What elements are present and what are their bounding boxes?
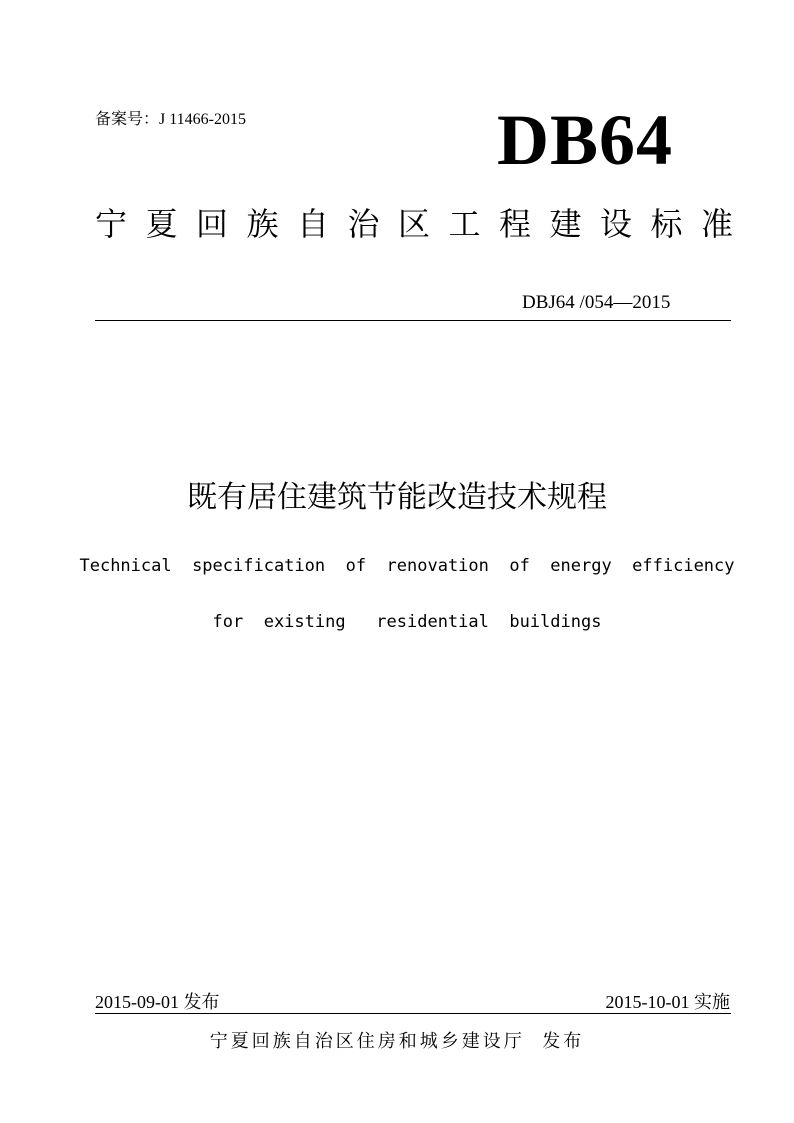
document-title-english-line-2: for existing residential buildings — [212, 612, 602, 632]
top-divider — [95, 320, 731, 321]
bottom-divider — [95, 1013, 731, 1014]
publish-date: 2015-09-01 发布 — [95, 992, 220, 1012]
standard-code-logo: DB64 — [497, 100, 674, 180]
issuing-authority: 宁夏回族自治区住房和城乡建设厅 发布 — [209, 1031, 585, 1052]
implement-date: 2015-10-01 实施 — [605, 992, 730, 1012]
standard-category-title: 宁夏回族自治区工程建设标准 — [95, 205, 752, 243]
document-title-chinese: 既有居住建筑节能改造技术规程 — [187, 480, 607, 515]
record-number: 备案号：J 11466-2015 — [95, 111, 246, 128]
document-title-english-line-1: Technical specification of renovation of energy efficiency — [79, 556, 735, 576]
standard-number: DBJ64 /054—2015 — [522, 292, 671, 313]
